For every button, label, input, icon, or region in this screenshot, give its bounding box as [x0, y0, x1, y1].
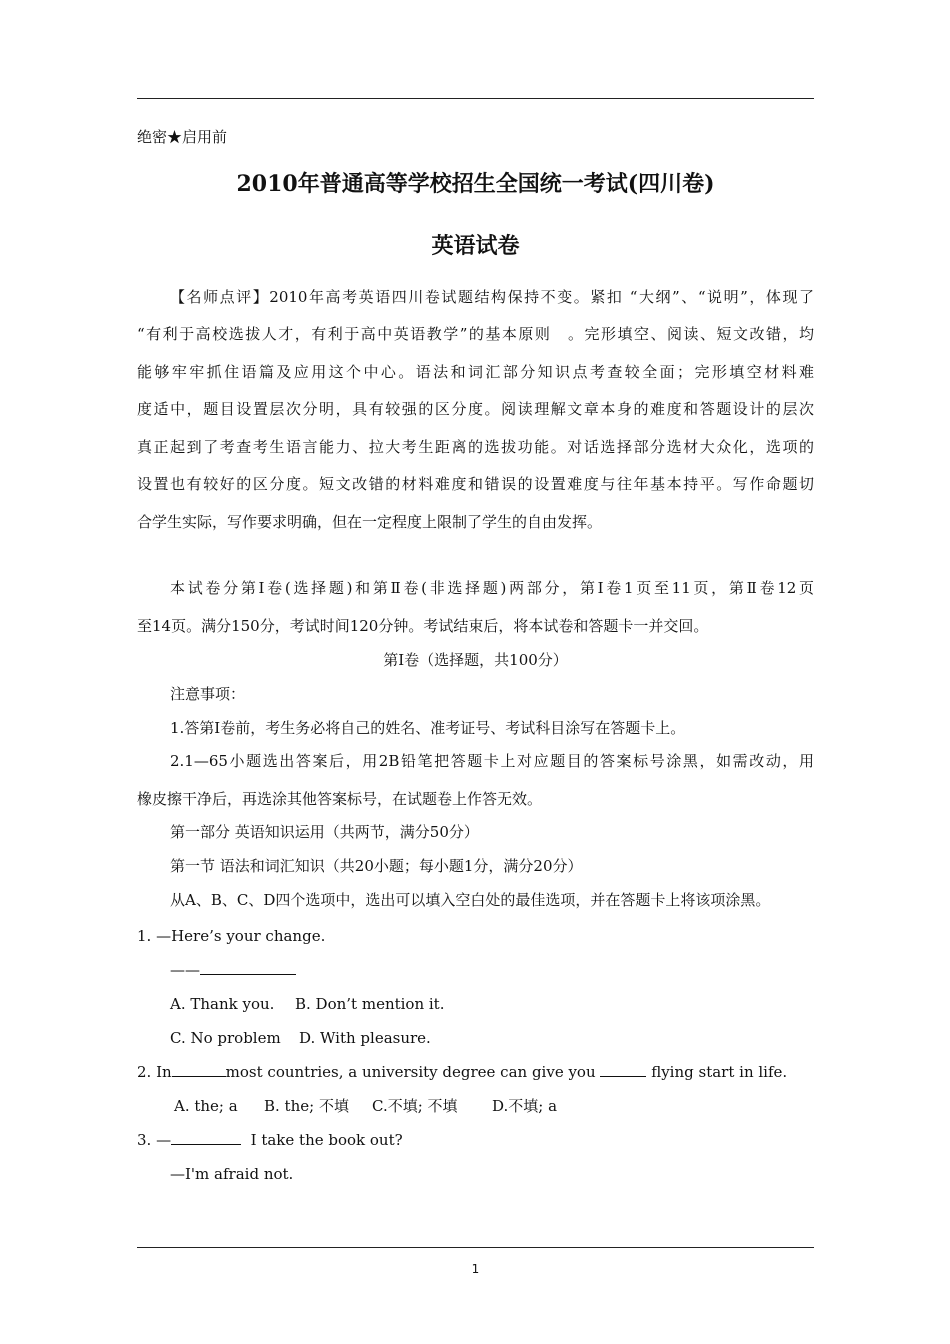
top-rule	[137, 98, 814, 99]
option-d: D. With pleasure.	[299, 1029, 431, 1047]
review-line: 度适中，题目设置层次分明，具有较强的区分度。阅读理解文章本身的难度和答题设计的层次	[137, 400, 814, 418]
secret-mark: 绝密★启用前	[137, 128, 228, 146]
question-2-options	[174, 1096, 814, 1116]
option-d: D.不填; a	[492, 1097, 558, 1115]
stem-part: 3. —	[137, 1131, 172, 1149]
answer-blank	[172, 1062, 226, 1077]
instruction: 从A、B、C、D四个选项中，选出可以填入空白处的最佳选项，并在答题卡上将该项涂黑。	[170, 891, 771, 909]
option-b: B. the; 不填	[264, 1097, 349, 1115]
review-line: 合学生实际，写作要求明确，但在一定程度上限制了学生的自由发挥。	[137, 513, 603, 531]
option-a: A. the; a	[174, 1097, 238, 1115]
exam-subtitle: 英语试卷	[431, 233, 520, 259]
stem-part: 2. In	[137, 1063, 172, 1081]
stem-part: flying start in life.	[651, 1063, 788, 1081]
part-heading: 第一部分 英语知识运用（共两节，满分50分）	[170, 823, 479, 841]
stem-part: I take the book out?	[250, 1131, 403, 1149]
option-c: C.不填; 不填	[372, 1097, 458, 1115]
answer-blank	[200, 960, 296, 975]
review-line: 【名师点评】2010年高考英语四川卷试题结构保持不变。紧扣 “大纲”、“说明”，体现了	[170, 288, 814, 306]
notice-item-1: 1.答第Ⅰ卷前，考生务必将自己的姓名、准考证号、考试科目涂写在答题卡上。	[170, 719, 686, 737]
notice-item-2-cont: 橡皮擦干净后，再选涂其他答案标号，在试题卷上作答无效。	[137, 790, 543, 808]
volume-title: 第Ⅰ卷（选择题，共100分）	[383, 651, 568, 669]
question-3-stem	[137, 1130, 814, 1150]
section-heading: 第一节 语法和词汇知识（共20小题；每小题1分，满分20分）	[170, 857, 583, 875]
question-3-reply: —I'm afraid not.	[170, 1165, 294, 1183]
review-line: 真正起到了考查考生语言能力、拉大考生距离的选拔功能。对话选择部分选材大众化，选项的	[137, 438, 814, 456]
question-1-reply	[170, 960, 814, 980]
exam-title: 2010年普通高等学校招生全国统一考试(四川卷)	[236, 171, 715, 197]
question-1-options-cd	[170, 1028, 814, 1048]
question-1-stem: 1. —Here’s your change.	[137, 927, 326, 945]
notice-item-2: 2.1—65小题选出答案后，用2B铅笔把答题卡上对应题目的答案标号涂黑，如需改动，用	[170, 752, 814, 770]
page-number: 1	[471, 1262, 480, 1276]
bottom-rule	[137, 1247, 814, 1248]
question-2-stem	[137, 1062, 814, 1082]
intro-line: 至14页。满分150分，考试时间120分钟。考试结束后，将本试卷和答题卡一并交回。	[137, 617, 709, 635]
review-line: “有利于高校选拔人才，有利于高中英语教学”的基本原则 。完形填空、阅读、短文改错，均	[137, 325, 814, 343]
intro-line: 本试卷分第Ⅰ卷(选择题)和第Ⅱ卷(非选择题)两部分，第Ⅰ卷1页至11页，第Ⅱ卷12页	[170, 579, 814, 597]
answer-blank	[600, 1062, 646, 1077]
option-c: C. No problem	[170, 1029, 281, 1047]
answer-blank	[171, 1130, 241, 1145]
review-line: 能够牢牢抓住语篇及应用这个中心。语法和词汇部分知识点考查较全面；完形填空材料难	[137, 363, 814, 381]
reply-dash: ——	[170, 961, 200, 979]
option-b: B. Don’t mention it.	[295, 995, 445, 1013]
stem-part: most countries, a university degree can give you	[225, 1063, 596, 1081]
review-line: 设置也有较好的区分度。短文改错的材料难度和错误的设置难度与往年基本持平。写作命题切	[137, 475, 814, 493]
option-a: A. Thank you.	[170, 995, 275, 1013]
question-1-options-ab	[170, 994, 814, 1014]
notice-heading: 注意事项：	[170, 685, 246, 703]
